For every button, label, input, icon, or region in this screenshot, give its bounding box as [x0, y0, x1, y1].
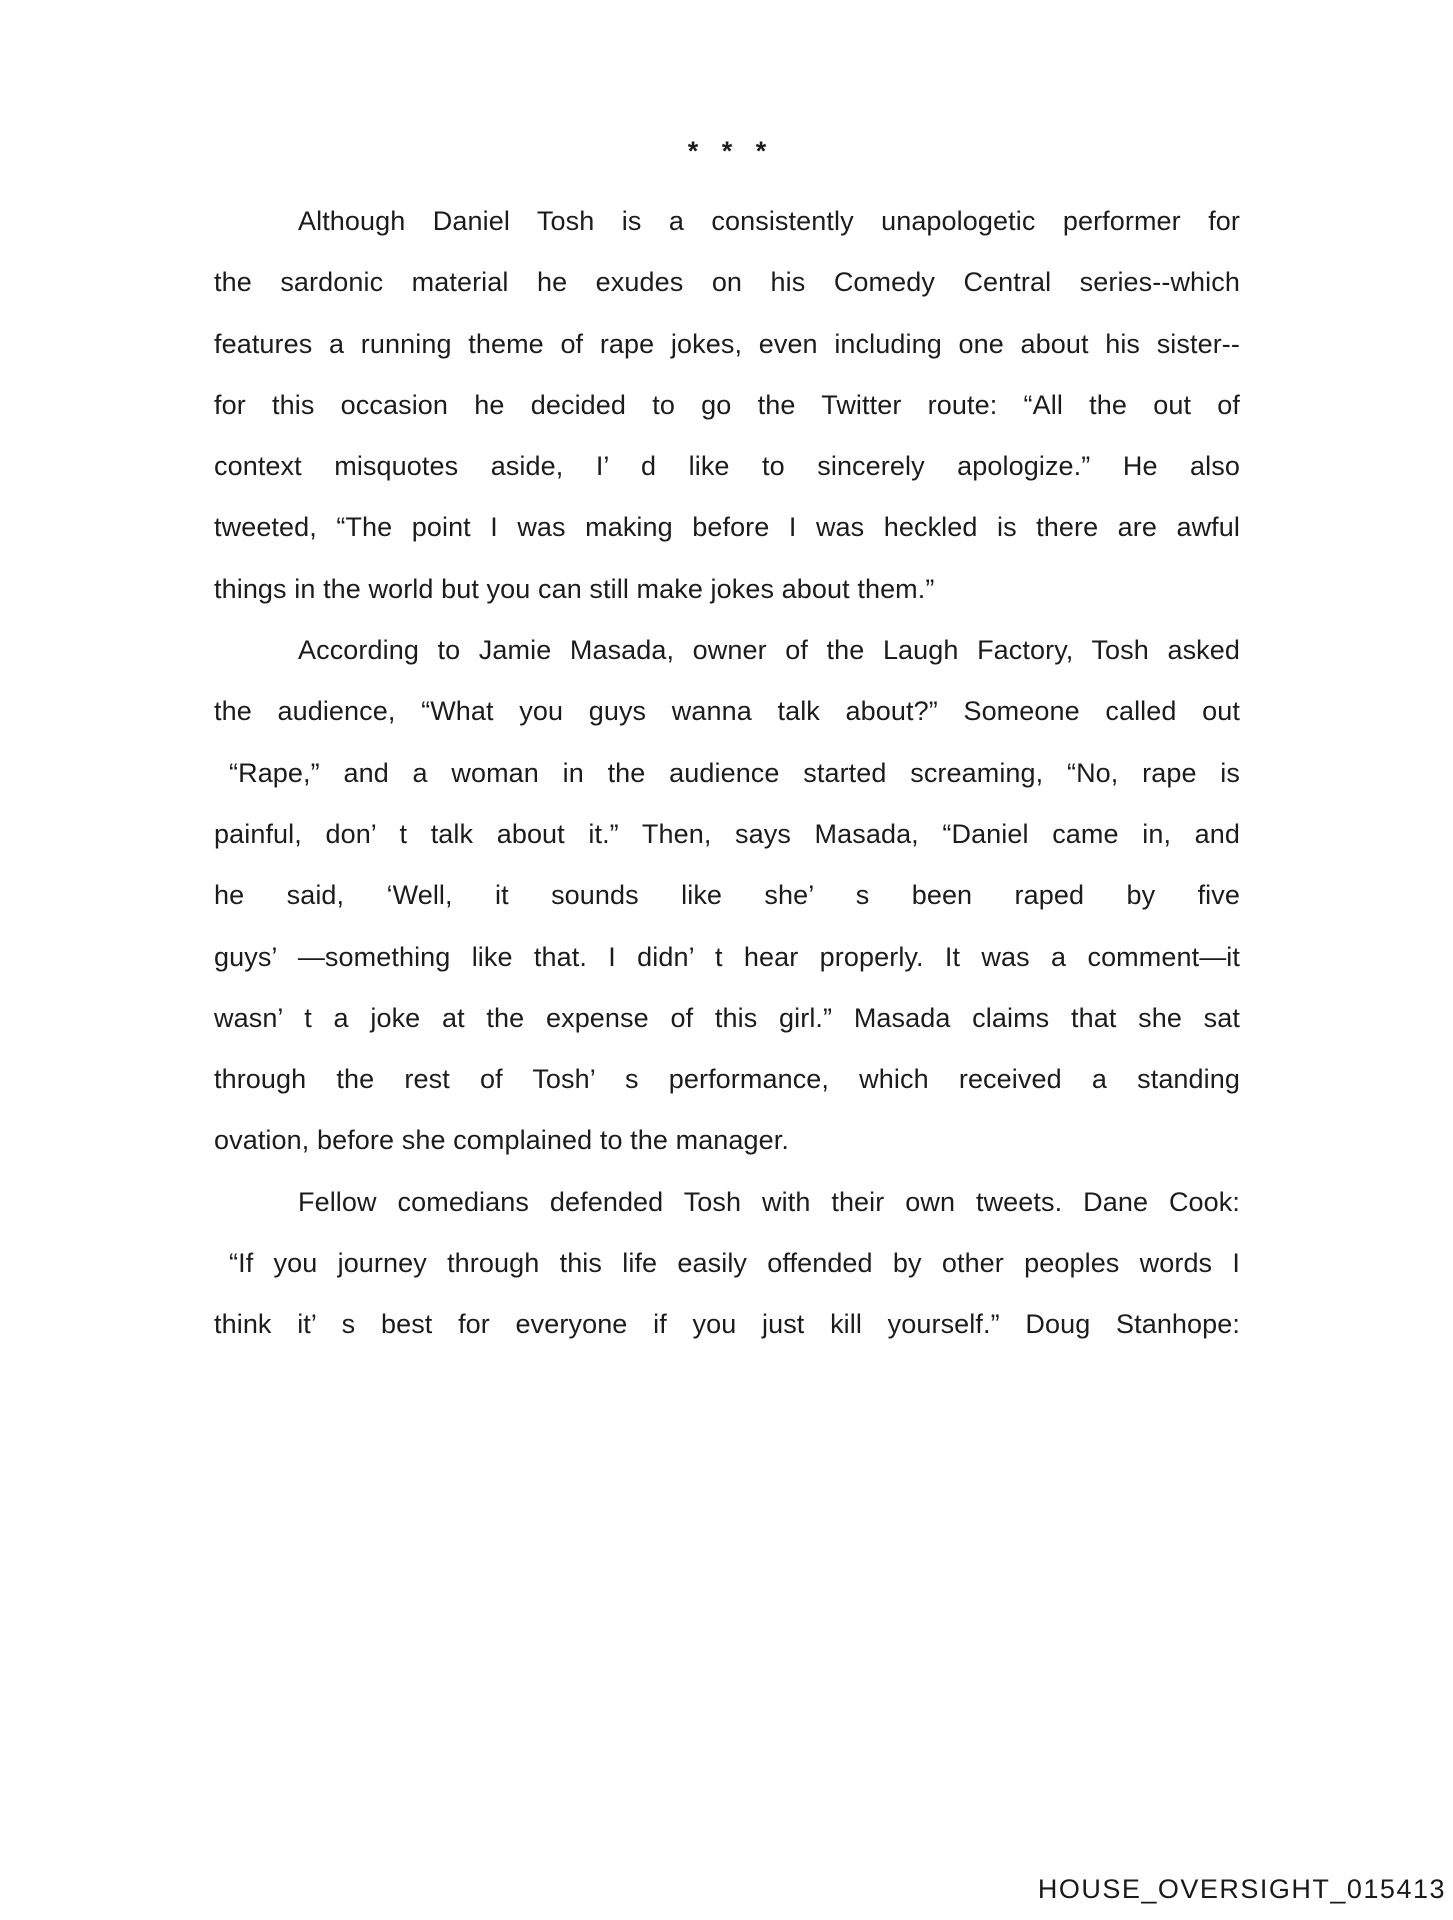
text-line-6: tweeted, “The point I was making before I was heckled is there are awful [214, 512, 1240, 543]
text-line-2: the sardonic material he exudes on his Comedy Central series--which [214, 267, 1240, 298]
text-line-18: “If you journey through this life easily offended by other peoples words I [229, 1248, 1240, 1279]
body-text [214, 191, 1240, 1356]
text-line-11: painful, don’ t talk about it.” Then, says Masada, “Daniel came in, and [214, 818, 1240, 849]
text-line-17: Fellow comedians defended Tosh with their own tweets. Dane Cook: [298, 1186, 1240, 1217]
text-line-7: things in the world but you can still make jokes about them.” [214, 573, 935, 604]
bates-number: HOUSE_OVERSIGHT_015413 [1037, 1874, 1446, 1904]
text-line-9: the audience, “What you guys wanna talk about?” Someone called out [214, 696, 1240, 727]
text-line-16: ovation, before she complained to the manager. [214, 1125, 789, 1156]
text-line-3: features a running theme of rape jokes, even including one about his sister-- [214, 328, 1240, 359]
text-line-1: Although Daniel Tosh is a consistently unapologetic performer for [298, 206, 1240, 236]
text-line-14: wasn’ t a joke at the expense of this girl.” Masada claims that she sat [214, 1002, 1240, 1033]
text-line-5: context misquotes aside, I’ d like to sincerely apologize.” He also [214, 451, 1240, 482]
text-line-4: for this occasion he decided to go the Twitter route: “All the out of [214, 389, 1240, 420]
text-line-15: through the rest of Tosh’ s performance, which received a standing [214, 1064, 1240, 1095]
section-separator: * * * [687, 136, 767, 166]
text-line-10: “Rape,” and a woman in the audience started screaming, “No, rape is [229, 757, 1240, 788]
text-line-13: guys’ —something like that. I didn’ t hear properly. It was a comment—it [214, 941, 1240, 972]
text-line-12: he said, ‘Well, it sounds like she’ s been raped by five [214, 880, 1240, 911]
text-line-19: think it’ s best for everyone if you just kill yourself.” Doug Stanhope: [214, 1309, 1240, 1340]
text-line-8: According to Jamie Masada, owner of the Laugh Factory, Tosh asked [298, 635, 1240, 666]
